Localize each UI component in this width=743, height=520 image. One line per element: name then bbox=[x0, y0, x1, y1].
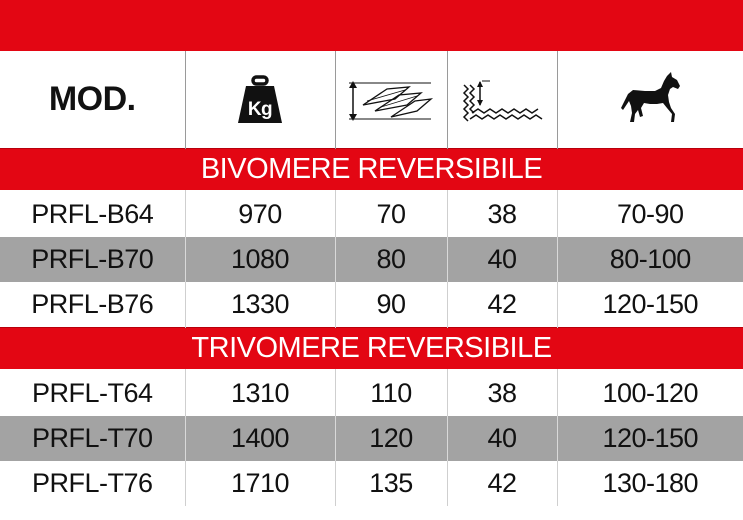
weight-cell: 1710 bbox=[185, 461, 335, 506]
weight-cell: 1310 bbox=[185, 369, 335, 416]
weight-icon-label: Kg bbox=[247, 98, 273, 120]
hp-cell: 120-150 bbox=[557, 282, 743, 328]
horsepower-column-header bbox=[557, 51, 743, 149]
depth-cell: 38 bbox=[447, 369, 557, 416]
depth-cell: 42 bbox=[447, 461, 557, 506]
furrow-depth-column-header bbox=[447, 51, 557, 149]
weight-column-header bbox=[185, 51, 335, 149]
depth-cell: 38 bbox=[447, 190, 557, 237]
table-row bbox=[0, 461, 743, 506]
model-cell: PRFL-T64 bbox=[31, 378, 153, 408]
spec-table bbox=[0, 51, 743, 506]
header-row bbox=[0, 51, 743, 149]
hp-cell: 120-150 bbox=[557, 416, 743, 461]
section-header-bivomere bbox=[0, 149, 743, 191]
furrow-depth-icon bbox=[460, 75, 544, 125]
weight-cell: 1330 bbox=[185, 282, 335, 328]
model-cell: PRFL-T76 bbox=[31, 468, 153, 498]
hp-cell: 130-180 bbox=[557, 461, 743, 506]
model-cell: PRFL-T70 bbox=[0, 416, 185, 461]
weight-icon bbox=[234, 75, 286, 125]
weight-cell: 970 bbox=[185, 190, 335, 237]
depth-cell: 42 bbox=[447, 282, 557, 328]
width-cell: 135 bbox=[335, 461, 447, 506]
top-red-bar bbox=[0, 0, 743, 51]
width-cell: 110 bbox=[335, 369, 447, 416]
section-title: TRIVOMERE REVERSIBILE bbox=[0, 328, 743, 370]
weight-cell: 1080 bbox=[185, 237, 335, 282]
weight-cell: 1400 bbox=[185, 416, 335, 461]
width-cell: 70 bbox=[335, 190, 447, 237]
table-row bbox=[0, 282, 743, 328]
section-header-trivomere bbox=[0, 328, 743, 370]
width-cell: 90 bbox=[335, 282, 447, 328]
model-cell: PRFL-B64 bbox=[31, 199, 154, 229]
table-row bbox=[0, 369, 743, 416]
section-title: BIVOMERE REVERSIBILE bbox=[0, 149, 743, 191]
model-column-header: MOD. bbox=[0, 51, 185, 149]
horse-icon bbox=[617, 70, 683, 130]
table-row bbox=[0, 237, 743, 282]
depth-cell: 40 bbox=[447, 416, 557, 461]
width-cell: 80 bbox=[335, 237, 447, 282]
width-cell: 120 bbox=[335, 416, 447, 461]
model-cell: PRFL-B76 bbox=[31, 289, 154, 319]
furrow-width-column-header bbox=[335, 51, 447, 149]
furrow-width-icon bbox=[347, 75, 435, 125]
hp-cell: 80-100 bbox=[557, 237, 743, 282]
table-row bbox=[0, 416, 743, 461]
table-row bbox=[0, 190, 743, 237]
depth-cell: 40 bbox=[447, 237, 557, 282]
hp-cell: 100-120 bbox=[557, 369, 743, 416]
model-cell: PRFL-B70 bbox=[0, 237, 185, 282]
hp-cell: 70-90 bbox=[557, 190, 743, 237]
